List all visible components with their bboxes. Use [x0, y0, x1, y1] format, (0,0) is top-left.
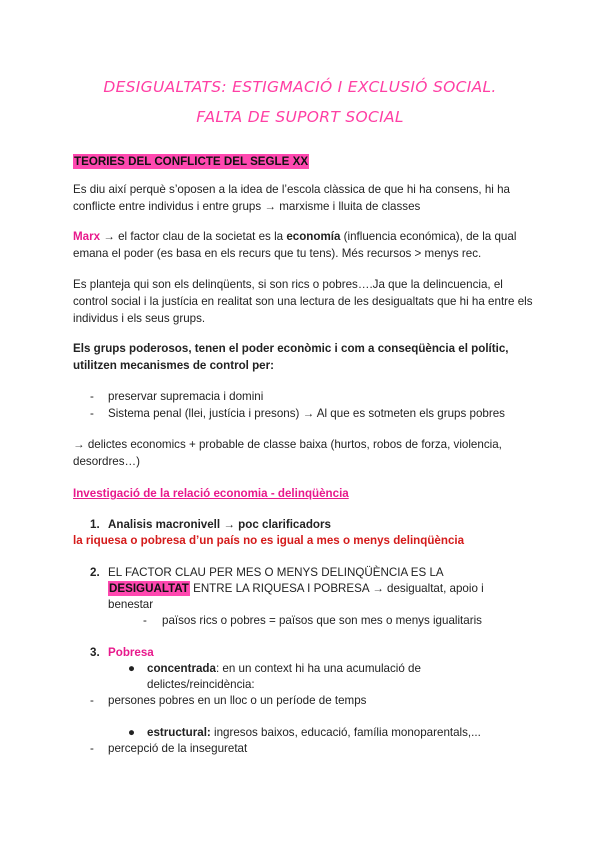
bullet-concentrada-text: : en un context hi ha una acumulació de	[215, 662, 421, 675]
item-text-key-factor: EL FACTOR CLAU PER MES O MENYS DELINQÜÈNCIA ES LA	[108, 566, 444, 579]
item-number-1: 1.	[90, 518, 100, 531]
list-item: -	[90, 694, 94, 707]
list-item-text: Sistema penal (llei, justícia i presons) → Al que es sotmeten els grups pobres	[108, 407, 505, 420]
item-number-2: 2.	[90, 566, 100, 579]
document-title-line1: DESIGUALTATS: ESTIGMACIÓ I EXCLUSIÓ SOCIAL.	[103, 78, 497, 96]
paragraph-delinquents: Es planteja qui son els delinqüents, si son rics o pobres….Ja que la delincuencia, el control social i la justícia en realitat son una lectura de les desigualtats que hi ha entre els individus i els seus grups.	[73, 278, 533, 325]
marx-economia: economía	[286, 230, 341, 243]
paragraph-marx	[73, 228, 533, 262]
red-note-wealth: la riquesa o pobresa d’un país no es igual a mes o menys delinqüència	[73, 534, 465, 547]
paragraph-powerful-groups: Els grups poderosos, tenen el poder econòmic i com a conseqüència el polític, utilitzen mecanismes de control per:	[73, 342, 509, 372]
bullet-concentrada-bold: concentrada	[147, 662, 216, 675]
item-number-3: 3.	[90, 646, 100, 659]
marx-text-a: → el factor clau de la societat es la	[100, 230, 287, 243]
list-item: -	[90, 407, 94, 420]
dash-item-poor-people: persones pobres en un lloc o un període de temps	[108, 694, 367, 707]
dash-item-insecurity: percepció de la inseguretat	[108, 742, 248, 755]
item-label-macro: Analisis macronivell → poc clarificadors	[108, 518, 331, 531]
bullet-dot-icon: ●	[128, 726, 136, 739]
bullet-estructural	[147, 724, 481, 741]
highlight-desigualtat: DESIGUALTAT	[109, 582, 189, 595]
document-title-line2: FALTA DE SUPORT SOCIAL	[196, 108, 404, 126]
bullet-estructural-bold: estructural:	[147, 726, 211, 739]
bullet-estructural-text: ingresos baixos, educació, família monoparentals,...	[210, 726, 481, 739]
bullet-concentrada-cont: delictes/reincidència:	[147, 678, 255, 691]
item-label-pobresa: Pobresa	[108, 646, 154, 659]
section-heading-research: Investigació de la relació economia - delinqüència	[73, 487, 349, 500]
sub-item-countries: països rics o pobres = països que son mes o menys igualitaris	[162, 614, 482, 627]
item-text-c: benestar	[108, 598, 154, 611]
list-item: -	[90, 390, 94, 403]
marx-text-b: (influencia económica), de la qual emana el poder (es basa en els recurs que tu tens). Més recursos > menys rec.	[73, 230, 517, 260]
list-item: -	[90, 742, 94, 755]
list-item: -	[143, 614, 147, 627]
list-item-text: preservar supremacia i domini	[108, 390, 264, 403]
section-heading-theories	[73, 153, 309, 170]
paragraph-conflict: Es diu així perquè s’oposen a la idea de l’escola clàssica de que hi ha consens, hi ha conflicte entre individus i entre grups → marxisme i lluita de classes	[73, 183, 510, 213]
bullet-dot-icon: ●	[128, 662, 136, 675]
item-text-b: ENTRE LA RIQUESA I POBRESA → desigualtat, apoio i	[189, 582, 484, 595]
bullet-concentrada	[147, 660, 421, 677]
highlighted-heading-text: TEORIES DEL CONFLICTE DEL SEGLE XX	[74, 155, 309, 168]
paragraph-economic-crimes: → delictes economics + probable de classe baixa (hurtos, robos de forza, violencia, desordres…)	[73, 438, 502, 468]
marx-name: Marx	[73, 230, 101, 243]
item-text-key-factor-cont	[108, 580, 484, 597]
